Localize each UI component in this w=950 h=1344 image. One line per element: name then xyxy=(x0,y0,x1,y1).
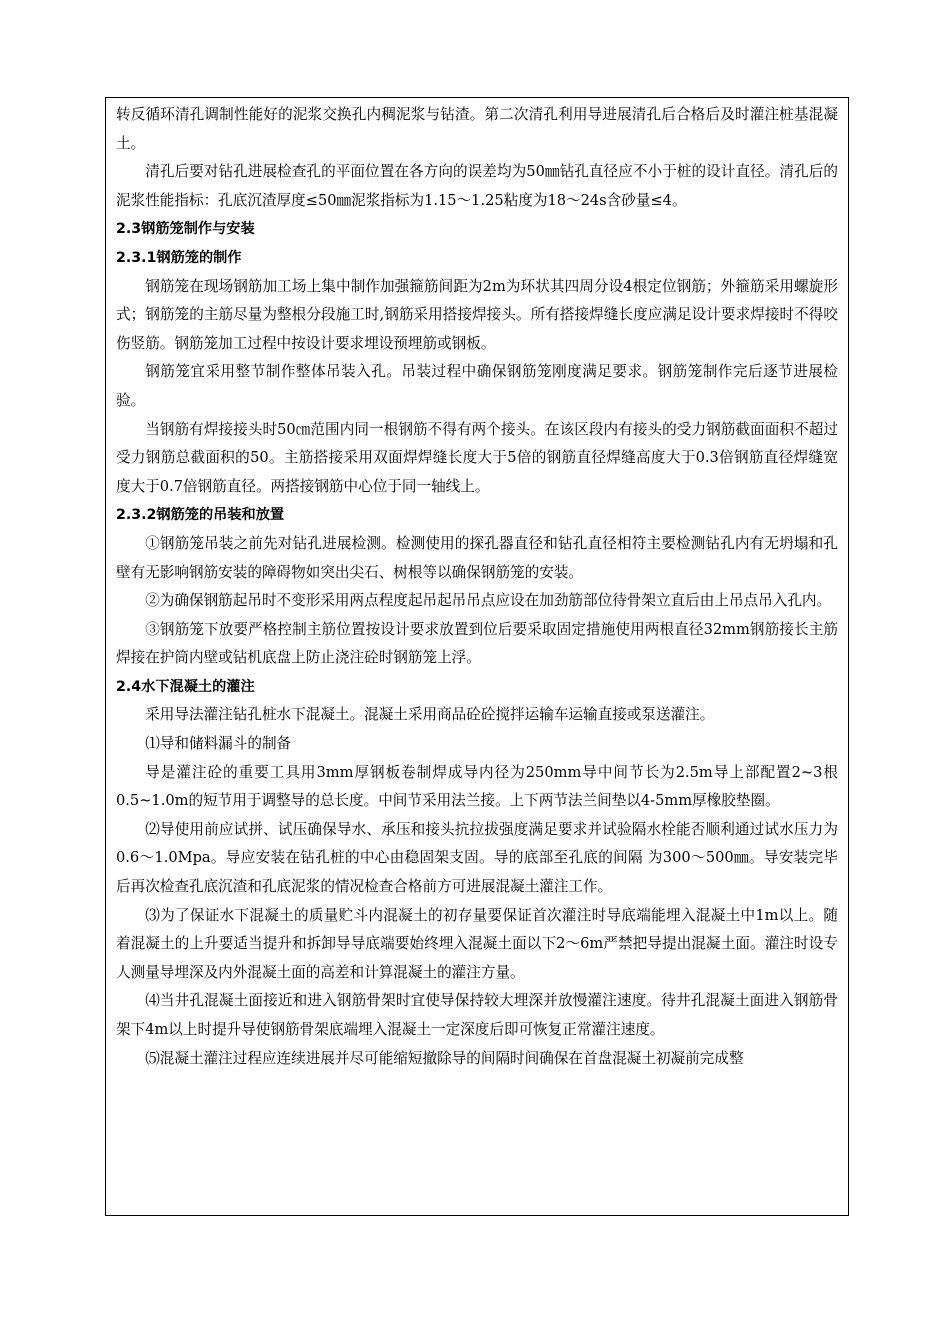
paragraph: ⑵导使用前应试拼、试压确保导水、承压和接头抗拉拔强度满足要求并试验隔水栓能否顺利通过试水压力为0.6～1.0Mpa。导应安装在钻孔桩的中心由稳固架支固。导的底部至孔底的间隔 为300～500㎜。导安装完毕后再次检查孔底沉渣和孔底泥浆的情况检查合格前方可进展混凝土灌注工作。 xyxy=(116,820,838,896)
paragraph: ⑶为了保证水下混凝土的质量贮斗内混凝土的初存量要保证首次灌注时导底端能埋入混凝土中1m以上。随着混凝土的上升要适当提升和拆卸导导底端要始终埋入混凝土面以下2～6m严禁把导提出混凝土面。灌注时设专人测量导埋深及内外混凝土面的高差和计算混凝土的灌注方量。 xyxy=(116,906,838,981)
document-frame xyxy=(105,97,849,1216)
paragraph: ②为确保钢筋起吊时不变形采用两点程度起吊起吊吊点应设在加劲筋部位待骨架立直后由上吊点吊入孔内。 xyxy=(145,592,832,610)
paragraph: 钢筋笼宜采用整节制作整体吊装入孔。吊装过程中确保钢筋笼刚度满足要求。钢筋笼制作完后逐节进展检验。 xyxy=(116,363,838,409)
paragraph: ⑴导和储料漏斗的制备 xyxy=(145,735,292,753)
paragraph: 清孔后要对钻孔进展检查孔的平面位置在各方向的误差均为50㎜钻孔直径应不小于桩的设计直径。清孔后的泥浆性能指标：孔底沉渣厚度≤50㎜泥浆指标为1.15～1.25粘度为18～24s含砂量≤4。 xyxy=(116,163,838,209)
subsection-heading: 2.3.2钢筋笼的吊装和放置 xyxy=(116,507,285,524)
section-heading: 2.3钢筋笼制作与安装 xyxy=(116,221,255,238)
paragraph: ③钢筋笼下放要严格控制主筋位置按设计要求放置到位后要采取固定措施使用两根直径32mm钢筋接长主筋焊接在护筒内壁或钻机底盘上防止浇注砼时钢筋笼上浮。 xyxy=(116,620,838,667)
paragraph: 导是灌注砼的重要工具用3mm厚钢板卷制焊成导内径为250mm导中间节长为2.5m导上部配置2~3根0.5~1.0m的短节用于调整导的总长度。中间节采用法兰接。上下两节法兰间垫以4-5mm厚橡胶垫圈。 xyxy=(116,763,838,810)
section-heading: 2.4水下混凝土的灌注 xyxy=(116,678,255,695)
paragraph: ①钢筋笼吊装之前先对钻孔进展检测。检测使用的探孔器直径和钻孔直径相符主要检测钻孔内有无坍塌和孔壁有无影响钢筋安装的障碍物如突出尖石、树根等以确保钢筋笼的安装。 xyxy=(116,534,838,581)
paragraph: 钢筋笼在现场钢筋加工场上集中制作加强箍筋间距为2m为环状其四周分设4根定位钢筋；外箍筋采用螺旋形式；钢筋笼的主筋尽量为整根分段施工时,钢筋采用搭接焊接头。所有搭接焊缝长度应满足设计要求焊接时不得咬伤竖筋。钢筋笼加工过程中按设计要求埋设预埋筋或钢板。 xyxy=(116,277,838,352)
subsection-heading: 2.3.1钢筋笼的制作 xyxy=(116,249,242,266)
paragraph: ⑷当井孔混凝土面接近和进入钢筋骨架时宜使导保持较大埋深并放慢灌注速度。待井孔混凝土面进入钢筋骨架下4m以上时提升导使钢筋骨架底端埋入混凝土一定深度后即可恢复正常灌注速度。 xyxy=(116,992,838,1038)
paragraph: 当钢筋有焊接接头时50㎝范围内同一根钢筋不得有两个接头。在该区段内有接头的受力钢筋截面面积不超过受力钢筋总截面积的50。主筋搭接采用双面焊焊缝长度大于5倍的钢筋直径焊缝高度大于0.3倍钢筋直径焊缝宽度大于0.7倍钢筋直径。两搭接钢筋中心位于同一轴线上。 xyxy=(116,420,838,495)
paragraph: 采用导法灌注钻孔桩水下混凝土。混凝土采用商品砼砼搅拌运输车运输直接或泵送灌注。 xyxy=(145,706,715,724)
paragraph: 转反循环清孔调制性能好的泥浆交换孔内稠泥浆与钻渣。第二次清孔利用导进展清孔后合格后及时灌注桩基混凝土。 xyxy=(116,106,838,152)
paragraph: ⑸混凝土灌注过程应连续进展并尽可能缩短撤除导的间隔时间确保在首盘混凝土初凝前完成整 xyxy=(145,1049,744,1067)
